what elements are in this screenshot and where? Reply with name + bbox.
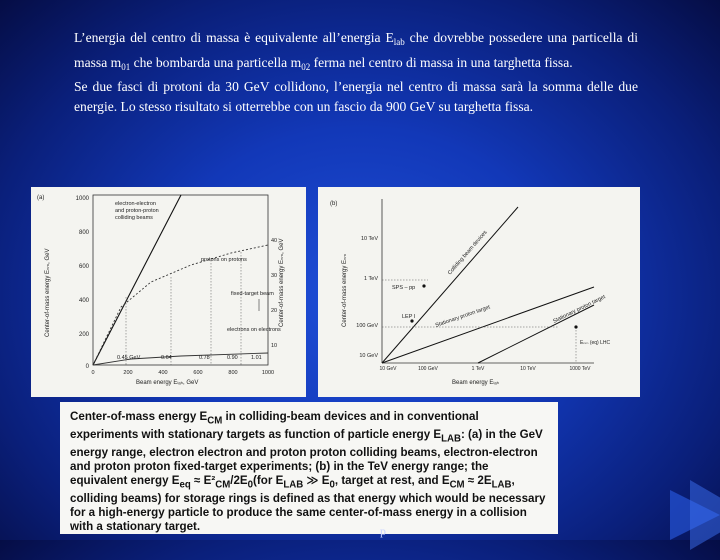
caption-part: ≈ E²: [190, 474, 216, 488]
paragraph-2: Se due fasci di protoni da 30 GeV collidono, l’energia nel centro di massa sarà la somma delle due energie. Lo stesso risultato si otterrebbe con un fascio da 900 GeV su targhetta fissa.: [74, 79, 638, 114]
figure-a-panel-label: (a): [37, 195, 45, 201]
figure-b-x-axis-label: Beam energy Eₗₐₕ: [452, 380, 500, 386]
figure-a-x-axis-label: Beam energy Eₗₐₕ, GeV: [136, 380, 199, 386]
caption-sub: CM: [215, 479, 231, 491]
paragraph-1-part: che dovrebbe possedere una particella di massa m: [74, 30, 638, 70]
figure-a-x-tick: 0: [91, 370, 95, 376]
figure-b-x-ticks: [380, 366, 592, 372]
caption-part: ≈ 2E: [464, 474, 492, 488]
caption-part: , target at rest, and E: [334, 474, 450, 488]
figure-b-stationary-line: [382, 287, 594, 363]
figure-a-right-tick: 20: [271, 308, 278, 314]
figure-b-y-tick: 10 TeV: [360, 236, 378, 242]
figure-b-y-tick: 10 GeV: [359, 353, 378, 359]
figure-b-x-tick: 10 TeV: [520, 366, 536, 372]
caption-sub: LAB: [283, 479, 304, 491]
figure-a-annotation-colliding: electron-electron: [115, 201, 156, 207]
figure-a-y-tick: 0: [85, 364, 89, 370]
figure-a-right-tick: 30: [271, 273, 278, 279]
footer-glyph: p: [380, 524, 386, 538]
figure-a-y-ticks: [76, 196, 90, 370]
figure-a-annotation-colliding: colliding beams: [115, 215, 153, 221]
caption-part: /2E: [230, 474, 248, 488]
caption-sub: 0: [329, 479, 335, 491]
caption-sub: 0: [247, 479, 254, 491]
paragraph-1-part: ferma nel centro di massa in una targhetta fissa.: [310, 54, 573, 70]
figure-b-point: [574, 325, 577, 328]
slide-body-text: [74, 28, 638, 116]
caption-part: : (a) in the GeV energy range, electron electron and proton proton colliding beams, electron-electron and proton proton fixed-target experiments; (b) in the TeV energy range; the equivalent energy E: [70, 428, 543, 488]
figure-a-annotation-colliding: and proton-proton: [115, 208, 159, 214]
figure-b-y-axis-label: Center-of-mass energy Eₙₘ: [342, 253, 348, 327]
paragraph-1-part: che bombarda una particella m: [130, 54, 302, 70]
figure-a-y-tick: 200: [78, 332, 89, 338]
figure-a-x-tick: 600: [193, 370, 203, 376]
figure-b-line-label: Colliding beam devices: [446, 229, 489, 277]
figure-a-proton-curve: [93, 245, 268, 365]
figure-caption: [60, 402, 558, 534]
figure-a-annotation-protons: protons on protons: [201, 257, 247, 263]
paragraph-1-part: L’energia del centro di massa è equivalente all’energia E: [74, 30, 394, 45]
caption-sub: LAB: [441, 433, 461, 445]
paragraph-1-sub: 01: [121, 61, 131, 72]
decorative-arrow-icon: [660, 470, 720, 560]
figure-b-line-label: Stationary proton target: [434, 304, 492, 329]
figure-a-y-axis-label: Center-of-mass energy Eₙₘ, GeV: [45, 248, 51, 337]
caption-part: , colliding beams) for storage rings is defined as that energy which would be necessary for a high-energy particle to produce the same center-of-mass energy in a collision with a stationary target.: [70, 474, 546, 534]
figure-a-y-axis-label-right: Center-of-mass energy Eₙₘ, GeV: [279, 238, 285, 327]
figure-b-x-tick: 10 GeV: [379, 366, 397, 372]
figure-a-x-tick: 400: [158, 370, 168, 376]
figure-a-x-tick: 200: [123, 370, 133, 376]
figure-b-point-label: LEP I: [402, 314, 416, 320]
figure-a-x-ticks: [91, 370, 274, 376]
paragraph-1-sub: 02: [301, 61, 311, 72]
figure-a-y-tick: 400: [78, 298, 89, 304]
figure-b-y-tick: 100 GeV: [356, 323, 378, 329]
figure-a-x-tick: 1000: [261, 370, 275, 376]
figure-b-panel-label: (b): [330, 201, 338, 207]
figure-a-bottom-value: 0.64: [161, 355, 172, 361]
caption-sub: CM: [449, 479, 465, 491]
figure-b-y-ticks: [356, 236, 378, 359]
figure-a-bottom-value: 1.01: [251, 355, 262, 361]
figure-b-x-tick: 100 GeV: [418, 366, 438, 372]
figure-a-right-tick: 40: [271, 238, 278, 244]
figure-a-y-tick: 600: [78, 264, 89, 270]
figure-a-bottom-value: 0.78: [199, 355, 210, 361]
figure-a-bottom-value: 0.90: [227, 355, 238, 361]
figure-b-y-tick: 1 TeV: [364, 276, 378, 282]
caption-part: Center-of-mass energy E: [70, 410, 208, 423]
caption-sub: eq: [179, 479, 191, 491]
figure-a-svg: [31, 187, 306, 397]
paragraph-1: [74, 28, 638, 77]
caption-sub: CM: [207, 415, 223, 427]
caption-part: (for E: [253, 474, 284, 488]
figure-b-point: [422, 284, 425, 287]
figure-a-right-tick: 10: [271, 343, 278, 349]
figure-b-x-tick: 1 TeV: [471, 366, 485, 372]
figure-b-line-label: Stationary proton target: [552, 294, 607, 325]
caption-text: [70, 410, 548, 534]
figure-a-annotation-fixed: fixed-target beam: [231, 291, 274, 297]
figure-a: [31, 187, 306, 397]
figure-a-y-tick: 800: [78, 230, 89, 236]
caption-part: ≫ E: [303, 474, 330, 488]
caption-part: in colliding-beam devices and in conventional experiments with stationary targets as function of particle energy E: [70, 410, 479, 442]
figure-a-x-tick: 800: [228, 370, 238, 376]
figure-a-y-tick: 1000: [75, 196, 89, 202]
figure-b-point-label: Eₙₘ (eq) LHC: [580, 340, 611, 346]
figure-b: [318, 187, 640, 397]
figure-b-x-tick: 1000 TeV: [569, 366, 591, 372]
paragraph-1-sub: lab: [393, 37, 405, 47]
figure-b-svg: [318, 187, 640, 397]
figure-a-bottom-value: 0.45 GeV: [117, 355, 141, 361]
caption-sub: LAB: [491, 479, 512, 491]
figure-b-point-label: SPS – pp: [392, 285, 416, 291]
figure-a-annotation-electrons: electrons on electrons: [227, 327, 281, 333]
